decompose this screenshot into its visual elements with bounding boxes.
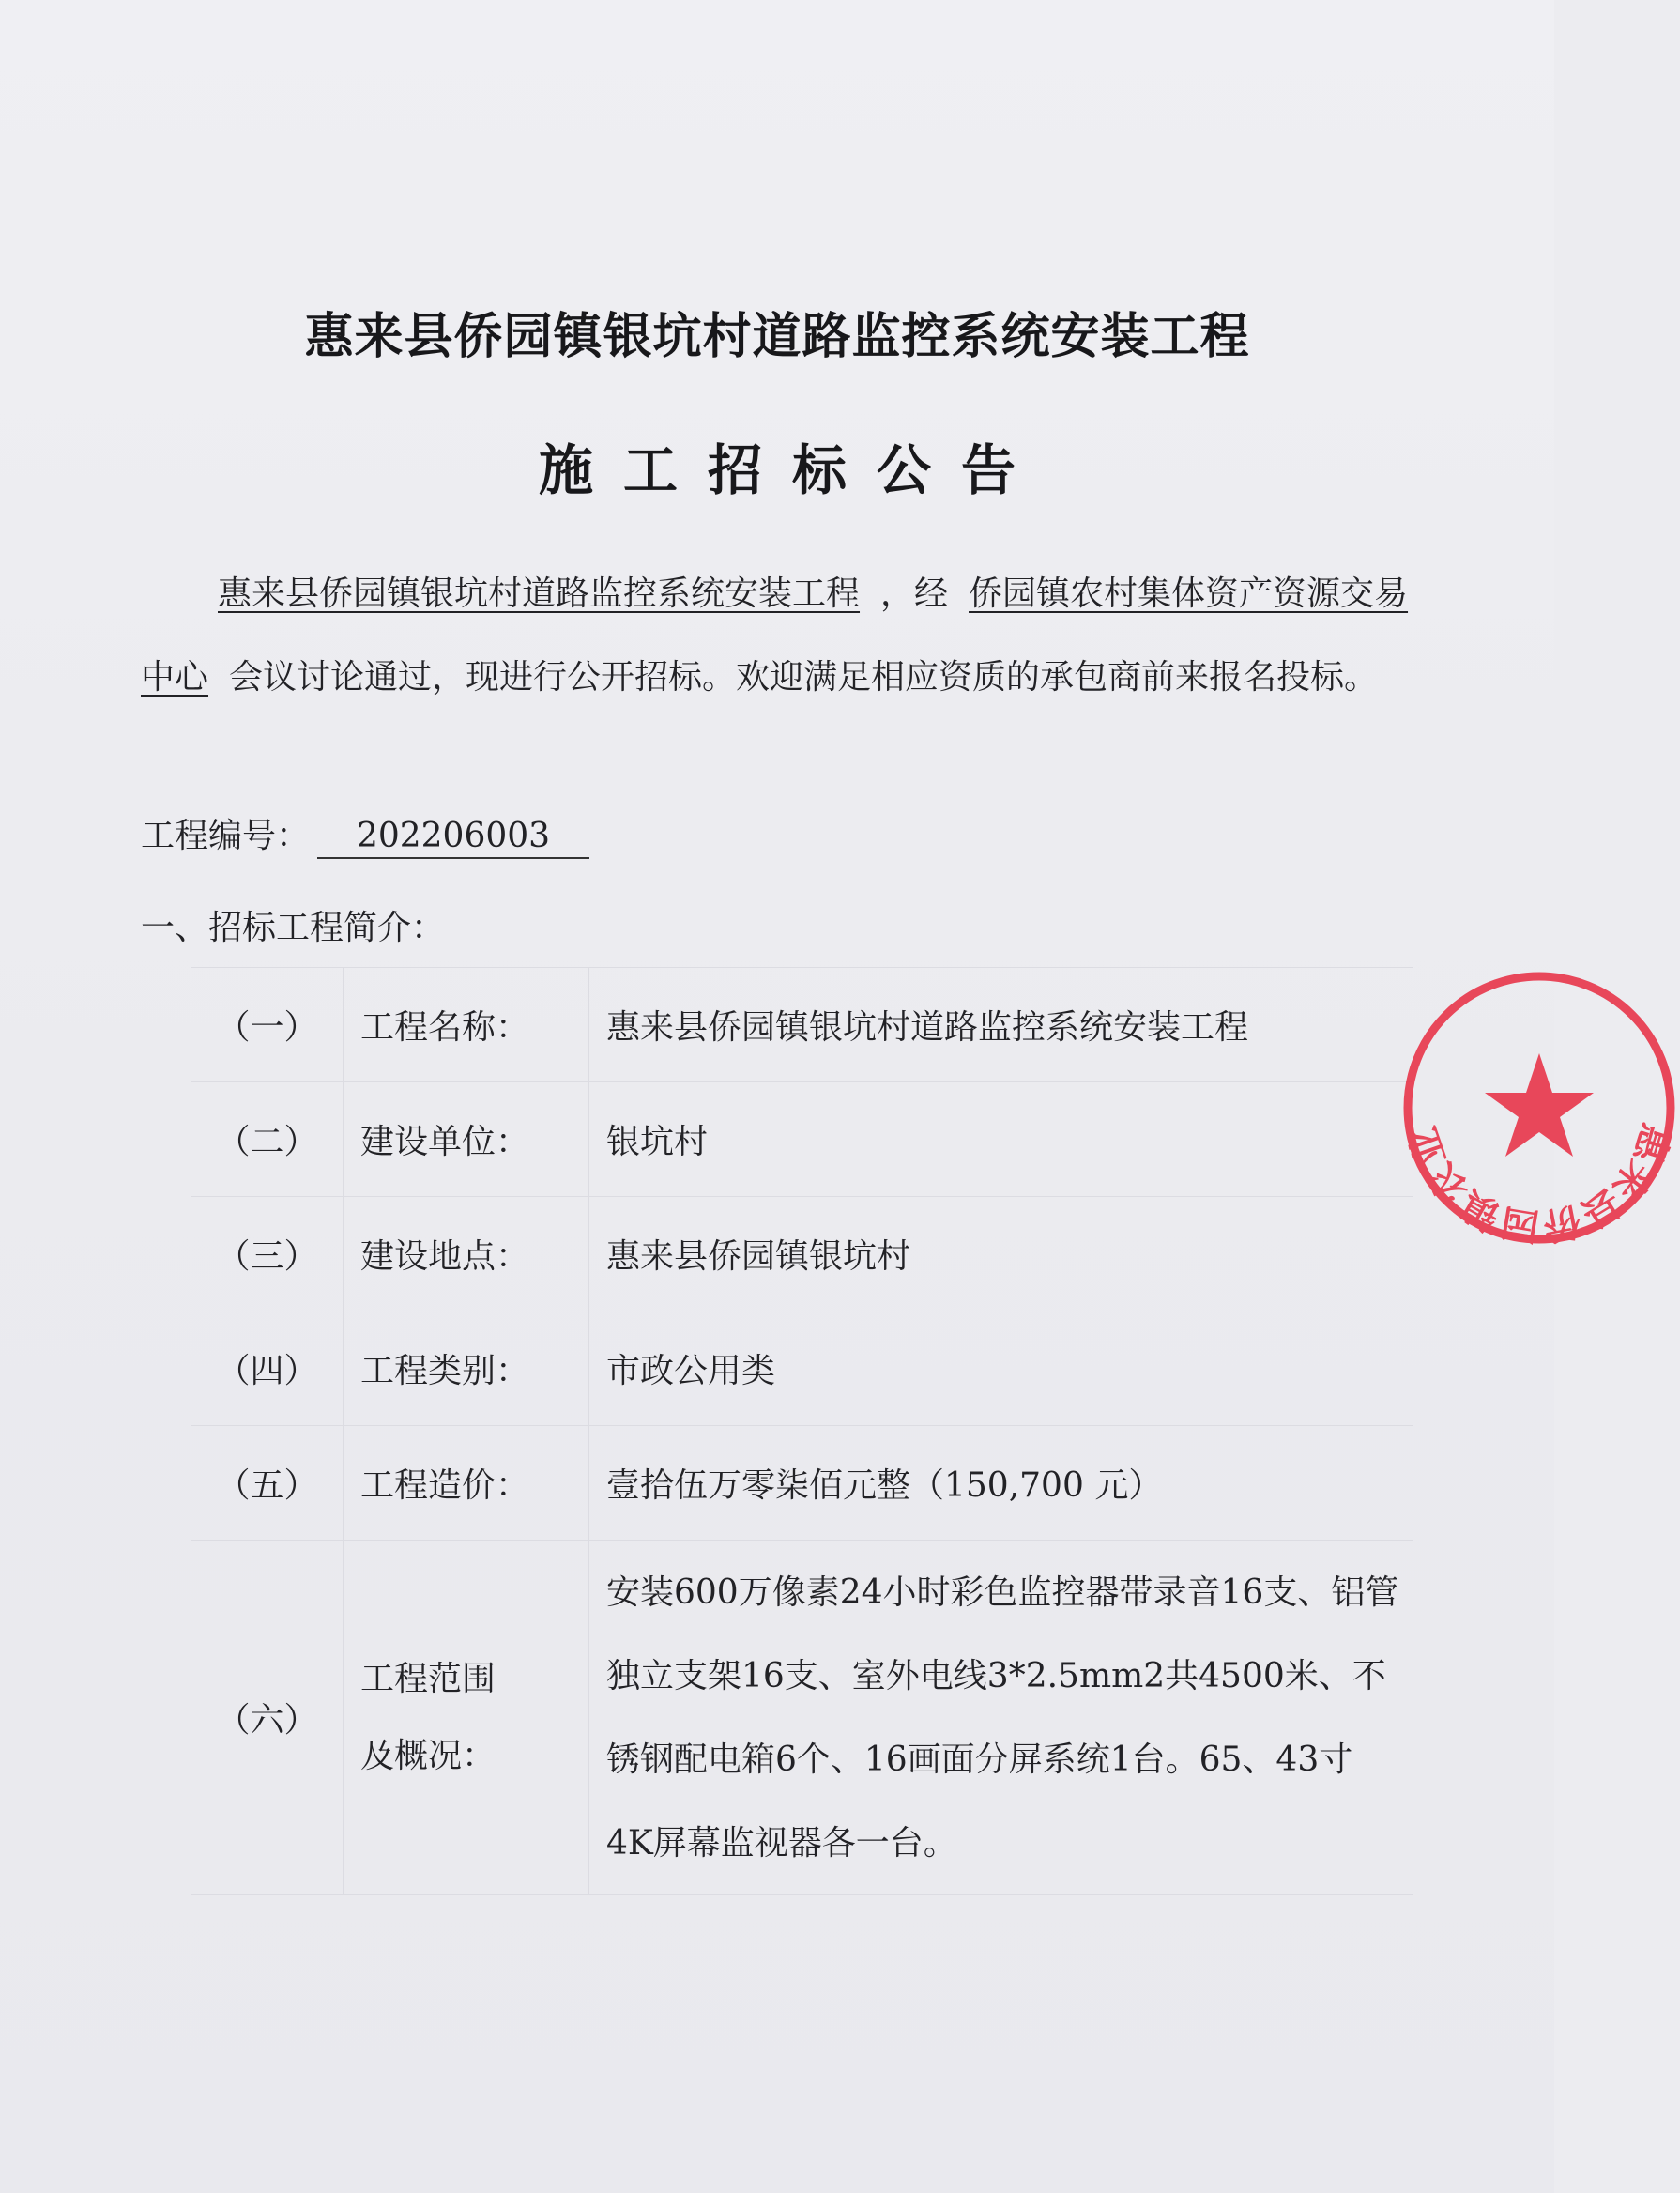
- row-value: 安装600万像素24小时彩色监控器带录音16支、铝管独立支架16支、室外电线3*2.5mm2共4500米、不锈钢配电箱6个、16画面分屏系统1台。65、43寸4K屏幕监视器各一台。: [589, 1541, 1413, 1895]
- row-label-line2: 及概况：: [360, 1736, 496, 1775]
- table-row: [191, 1311, 1413, 1426]
- row-value: 银坑村: [589, 1082, 1413, 1197]
- row-index: （二）: [191, 1082, 344, 1197]
- intro-project-name: 惠来县侨园镇银坑村道路监控系统安装工程: [218, 575, 861, 613]
- project-info-table: [191, 967, 1413, 1895]
- table-row: [191, 1082, 1413, 1197]
- row-index: （四）: [191, 1311, 344, 1426]
- row-value: 惠来县侨园镇银坑村道路监控系统安装工程: [589, 968, 1413, 1082]
- project-number-value: 202206003: [317, 817, 589, 859]
- row-label: [344, 1541, 589, 1895]
- row-value: 惠来县侨园镇银坑村: [589, 1197, 1413, 1311]
- project-number-line: [141, 809, 589, 859]
- row-index: （三）: [191, 1197, 344, 1311]
- row-label: 工程名称：: [344, 968, 589, 1082]
- row-label: 工程造价：: [344, 1426, 589, 1541]
- row-value: 市政公用类: [589, 1311, 1413, 1426]
- row-index: （六）: [191, 1541, 344, 1895]
- intro-rest: 会议讨论通过，现进行公开招标。欢迎满足相应资质的承包商前来报名投标。: [229, 658, 1379, 697]
- table-row: [191, 968, 1413, 1082]
- row-index: （五）: [191, 1426, 344, 1541]
- document-title: 惠来县侨园镇银坑村道路监控系统安装工程: [304, 309, 1250, 365]
- table-row: [191, 1541, 1413, 1895]
- table-row: [191, 1197, 1413, 1311]
- document-subtitle: 施工招标公告: [538, 438, 1046, 502]
- section-heading: 一、招标工程简介：: [141, 909, 446, 947]
- row-label: 建设单位：: [344, 1082, 589, 1197]
- intro-paragraph: [141, 552, 1423, 719]
- intro-approver: 侨园镇农村集体资产资源交易中心: [141, 575, 1409, 697]
- project-number-label: 工程编号：: [141, 817, 311, 855]
- table-row: [191, 1426, 1413, 1541]
- row-value: 壹拾伍万零柒佰元整（150,700 元）: [589, 1426, 1413, 1541]
- row-label: 建设地点：: [344, 1197, 589, 1311]
- row-label: 工程类别：: [344, 1311, 589, 1426]
- row-label-line1: 工程范围: [360, 1659, 496, 1698]
- row-index: （一）: [191, 968, 344, 1082]
- seal-text: 惠来县侨园镇农业: [1401, 1118, 1678, 1249]
- intro-connector: ，经: [880, 575, 949, 613]
